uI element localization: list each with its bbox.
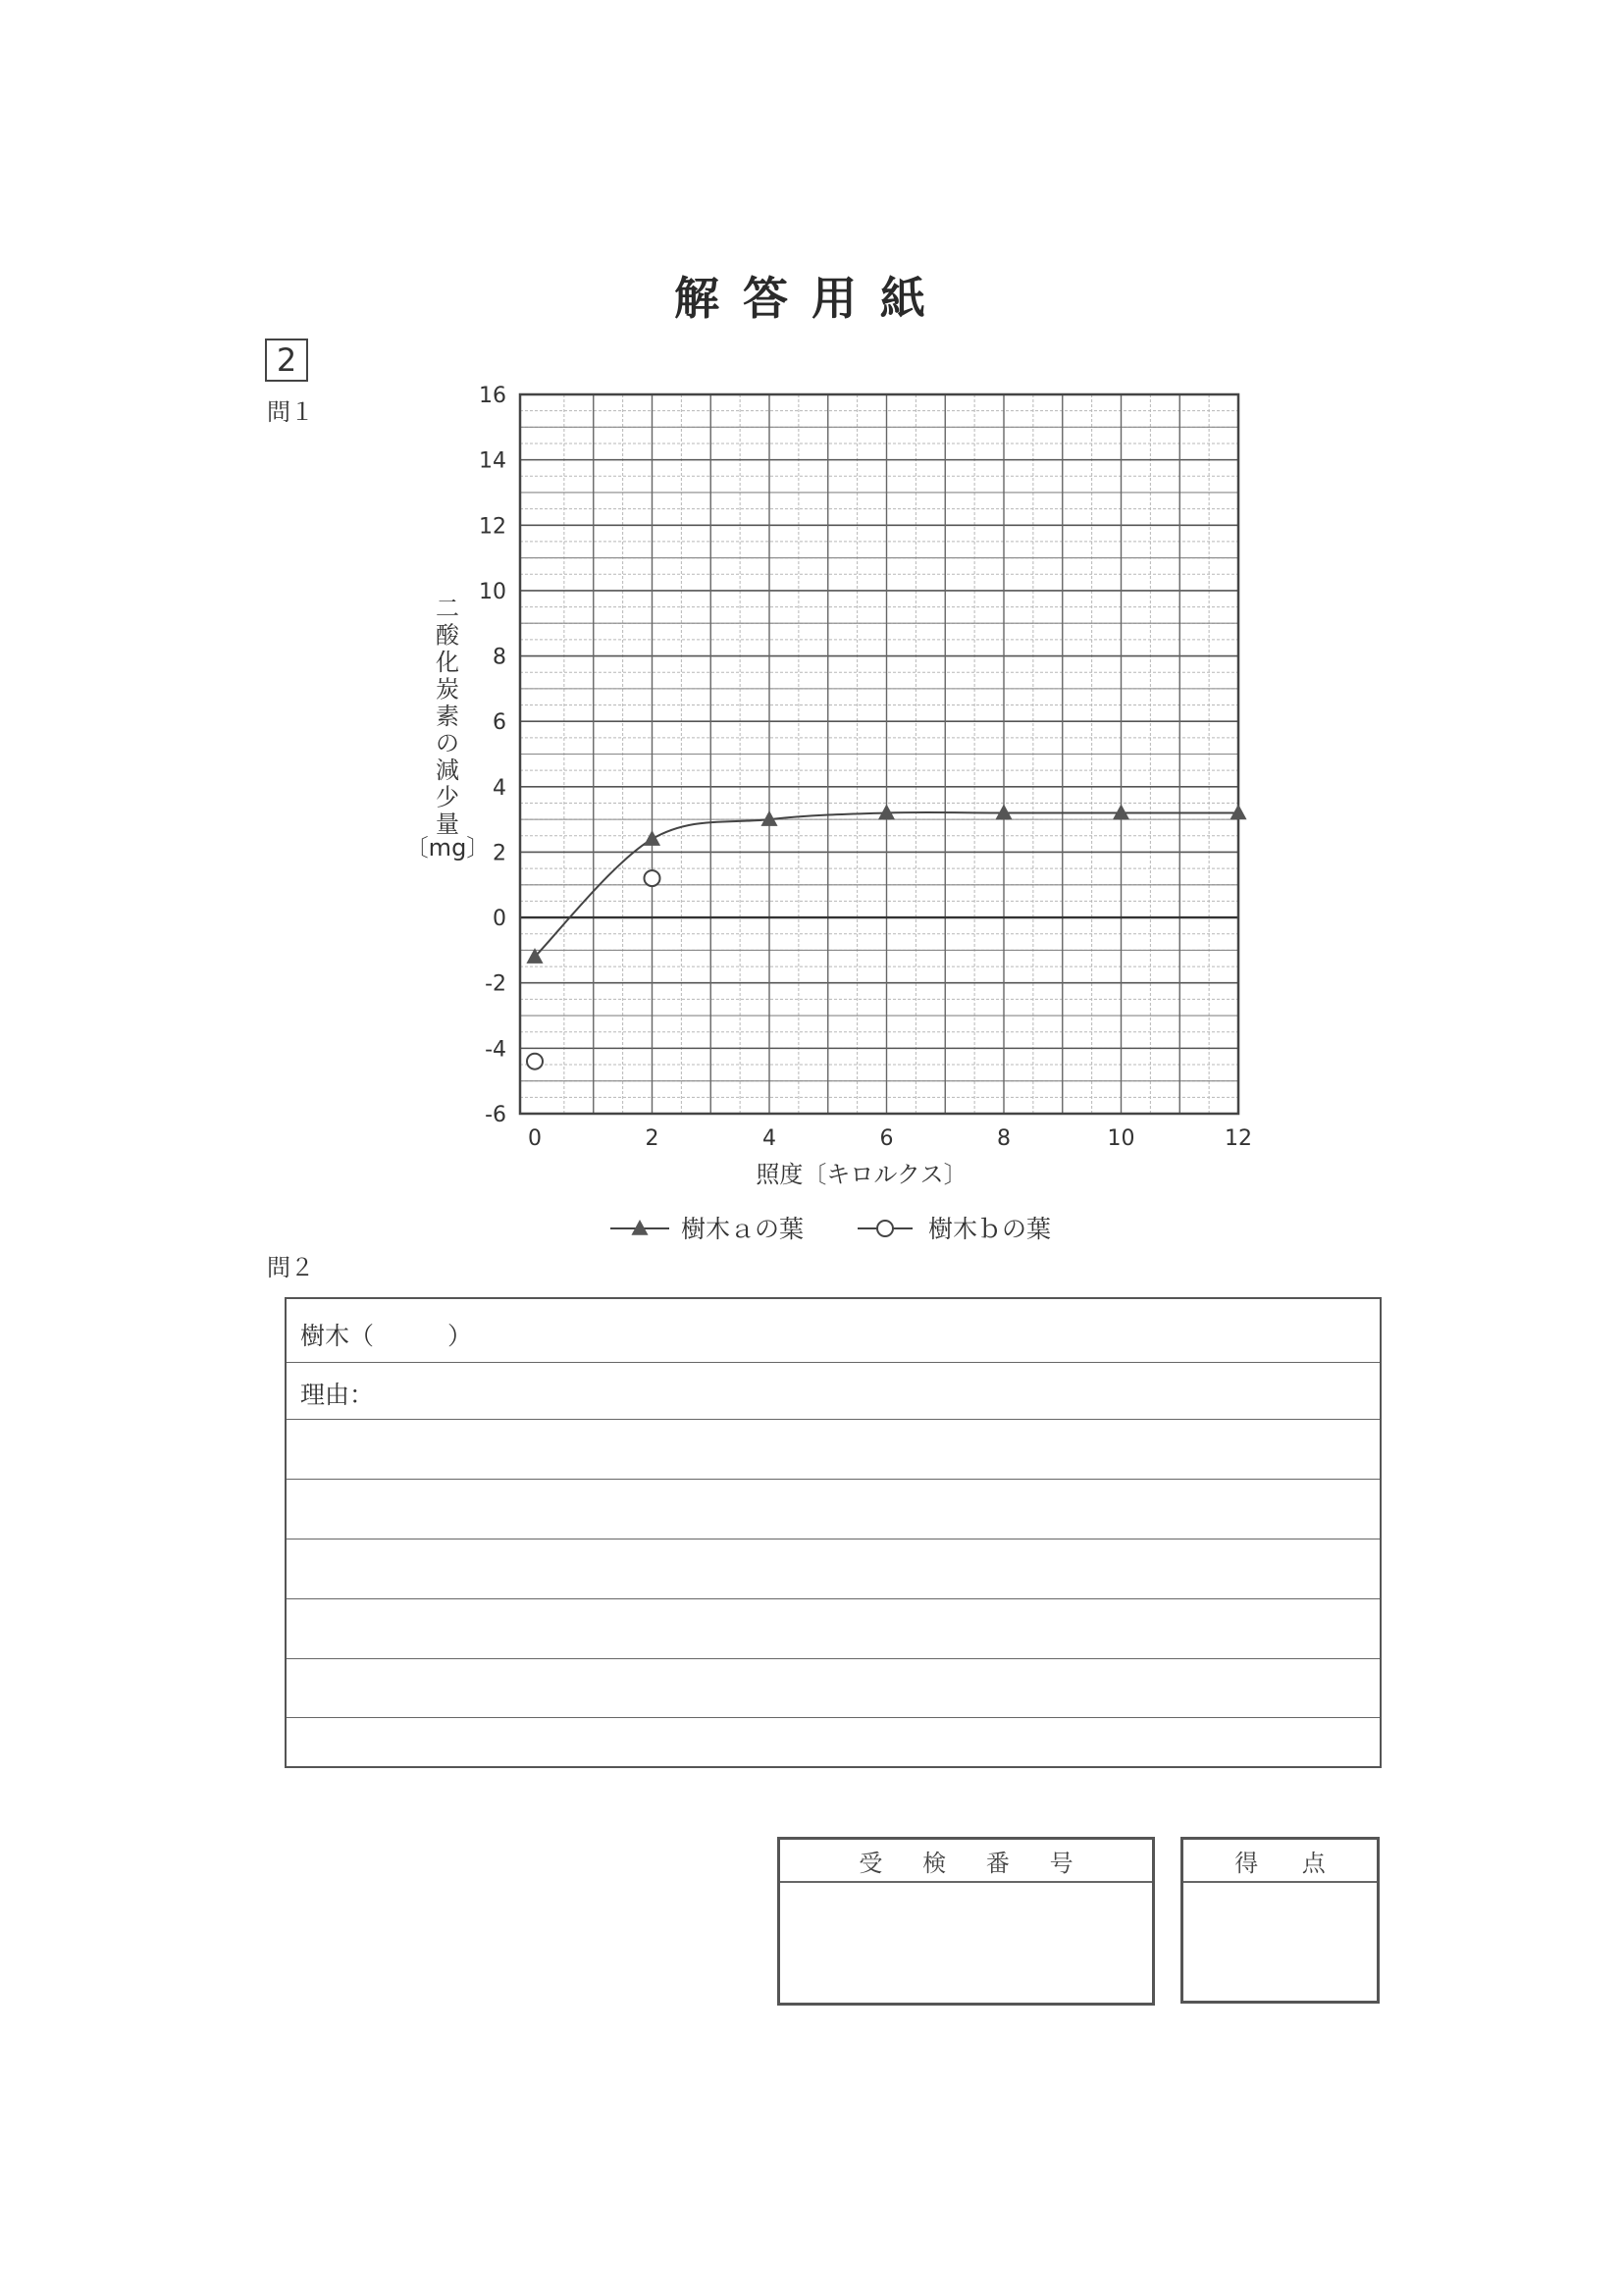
y-label-char: の (436, 729, 459, 757)
series-a-point (1230, 804, 1246, 819)
x-tick-label: 12 (1225, 1126, 1252, 1151)
x-tick-label: 4 (762, 1126, 776, 1151)
chart-legend (610, 1215, 1051, 1243)
legend-b-label: 樹木ｂの葉 (928, 1215, 1052, 1243)
y-tick-label: 0 (493, 907, 506, 932)
y-tick-labels (479, 384, 506, 1127)
tree-row[interactable] (287, 1299, 1380, 1363)
x-tick-label: 2 (645, 1126, 659, 1151)
exam-number-char: 検 (922, 1849, 947, 1877)
question-number: 2 (265, 339, 308, 382)
answer-box (285, 1297, 1382, 1768)
y-axis-label (405, 595, 491, 861)
y-tick-label: 14 (479, 448, 506, 474)
exam-number-char: 号 (1049, 1849, 1073, 1877)
y-tick-label: -2 (485, 971, 506, 997)
exam-number-box (777, 1837, 1155, 2006)
tree-label: 樹木（ ） (300, 1322, 473, 1350)
x-axis-label: 照度〔キロルクス〕 (756, 1161, 968, 1188)
answer-line[interactable] (287, 1658, 1380, 1718)
y-tick-label: 2 (493, 841, 506, 866)
legend-b-marker (877, 1221, 893, 1236)
y-tick-label: -4 (485, 1037, 506, 1063)
x-tick-label: 0 (528, 1126, 542, 1151)
exam-number-char: 番 (985, 1849, 1010, 1877)
reason-row[interactable] (287, 1362, 1380, 1420)
x-tick-label: 6 (879, 1126, 894, 1151)
legend-a-label: 樹木ａの葉 (681, 1215, 805, 1243)
y-label-char: 化 (436, 649, 459, 676)
series-a-point (644, 830, 660, 846)
x-tick-label: 10 (1107, 1126, 1135, 1151)
series-a-point (1113, 804, 1129, 819)
y-tick-label: 16 (479, 384, 506, 408)
answer-line[interactable] (287, 1419, 1380, 1480)
y-label-char: 炭 (436, 675, 459, 704)
x-tick-labels (528, 1126, 1252, 1151)
question-1-label: 問１ (267, 398, 314, 426)
series-a-point (995, 804, 1012, 819)
y-tick-label: 8 (493, 645, 506, 670)
score-header (1183, 1840, 1377, 1883)
question-2-label: 問２ (267, 1254, 314, 1281)
exam-number-char: 受 (859, 1849, 883, 1877)
page-title: 解答用紙 (674, 272, 949, 325)
y-tick-label: 4 (493, 775, 506, 801)
score-box (1180, 1837, 1380, 2004)
y-label-char: 二 (436, 595, 459, 622)
y-label-unit: 〔mg〕 (404, 834, 491, 861)
y-label-char: 酸 (436, 621, 459, 650)
y-tick-label: 6 (493, 710, 506, 736)
series-b-point (527, 1054, 543, 1070)
answer-line[interactable] (287, 1479, 1380, 1539)
answer-line[interactable] (287, 1598, 1380, 1659)
score-char: 点 (1301, 1849, 1326, 1877)
y-tick-label: 10 (479, 579, 506, 604)
exam-number-header (780, 1840, 1152, 1883)
y-label-char: 少 (436, 783, 459, 811)
series-b-point (645, 870, 660, 886)
y-tick-label: -6 (485, 1103, 506, 1127)
y-label-char: 減 (436, 757, 459, 784)
y-label-char: 量 (436, 810, 459, 838)
y-label-char: 素 (436, 703, 459, 730)
score-char: 得 (1234, 1849, 1259, 1877)
answer-line[interactable] (287, 1539, 1380, 1599)
score-field[interactable] (1183, 1883, 1377, 2003)
chart-grid-major (520, 394, 1238, 1114)
exam-number-field[interactable] (780, 1883, 1152, 2005)
legend-a-marker (631, 1220, 648, 1235)
y-tick-label: 12 (479, 514, 506, 540)
x-tick-label: 8 (997, 1126, 1011, 1151)
reason-label: 理由： (300, 1381, 375, 1409)
